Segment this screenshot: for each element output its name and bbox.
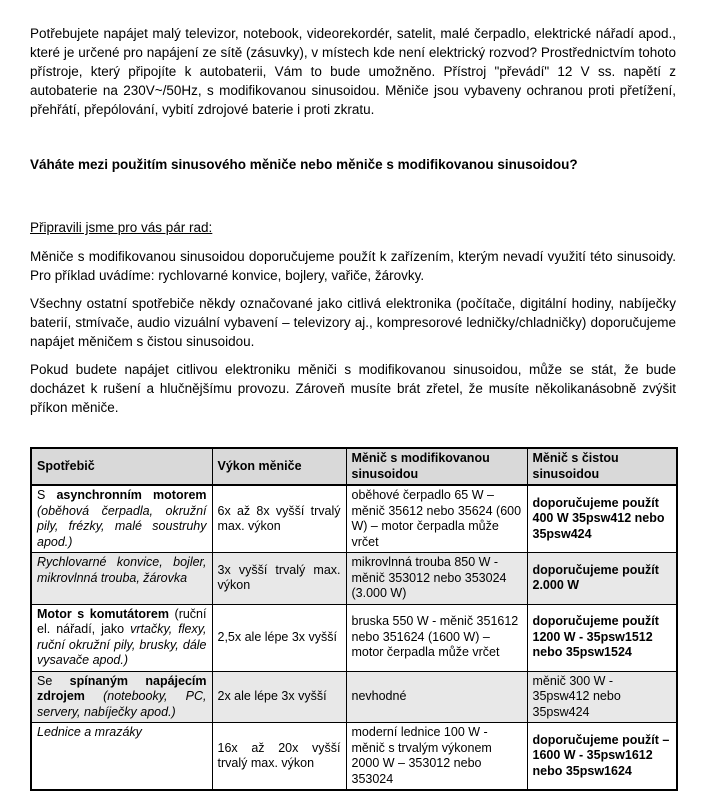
header-appliance: Spotřebič: [31, 448, 212, 485]
pure-sine-text: doporučujeme použít 1200 W - 35psw1512 nebo 35psw1524: [532, 614, 659, 660]
appliance-text: Rychlovarné konvice, bojler, mikrovlnná trouba, žárovka: [37, 555, 207, 585]
table-row: [31, 604, 677, 671]
power-cell: 2,5x ale lépe 3x vyšší: [212, 604, 346, 671]
appliance-text: Lednice a mrazáky: [37, 725, 142, 739]
appliance-cell: [31, 485, 212, 553]
modified-sine-cell: moderní lednice 100 W - měnič s trvalým výkonem 2000 W – 353012 nebo 353024: [346, 723, 527, 791]
pure-sine-text: měnič 300 W - 35psw412 nebo 35psw424: [532, 673, 621, 719]
table-row: [31, 723, 677, 791]
modified-sine-cell: bruska 550 W - měnič 351612 nebo 351624 (1600 W) – motor čerpadla může vrčet: [346, 604, 527, 671]
appliance-text: Se: [37, 673, 70, 688]
appliance-text: (ruční el. nářadí, jako: [37, 606, 207, 636]
warning-paragraph: Pokud budete napájet citlivou elektroniku měniči s modifikovanou sinusoidou, může se stát, že bude docházet k rušení a hlučnějšímu provozu. Zároveň musíte brát zřetel, že musíte několikanásobně zvýšit příkon měniče.: [30, 362, 676, 415]
pure-sine-text: doporučujeme použít 400 W 35psw412 nebo 35psw424: [532, 495, 665, 541]
modified-sine-paragraph: Měniče s modifikovanou sinusoidou doporučujeme použít k zařízením, kterým nevadí využití této sinusoidy. Pro příklad uvádíme: rychlovarné konvice, bojlery, vařiče, žárovky.: [30, 249, 676, 283]
appliance-text: Motor s komutátorem: [37, 606, 169, 621]
table-header-row: [31, 448, 677, 485]
modified-sine-cell: mikrovlnná trouba 850 W - měnič 353012 nebo 353024 (3.000 W): [346, 553, 527, 605]
pure-sine-text: doporučujeme použít 2.000 W: [532, 562, 659, 593]
power-cell: 6x až 8x vyšší trvalý max. výkon: [212, 485, 346, 553]
header-modified-sine: Měnič s modifikovanou sinusoidou: [346, 448, 527, 485]
question-heading: Váháte mezi použitím sinusového měniče nebo měniče s modifikovanou sinusoidou?: [30, 157, 578, 172]
tips-heading: Připravili jsme pro vás pár rad:: [30, 220, 213, 235]
appliance-text: asynchronním motorem: [56, 488, 207, 502]
table-row: [31, 671, 677, 723]
pure-sine-text: doporučujeme použít – 1600 W - 35psw1612 nebo 35psw1624: [532, 732, 670, 778]
appliance-text: (oběhová čerpadla, okružní pily, frézky, malé soustruhy apod.): [37, 503, 207, 549]
pure-sine-cell: [527, 671, 677, 723]
header-inverter-power: Výkon měniče: [212, 448, 346, 485]
appliance-cell: [31, 723, 212, 791]
pure-sine-cell: [527, 604, 677, 671]
appliance-text: vrtačky, flexy, ruční okružní pily, brusky, dále vysavače apod.): [37, 622, 207, 667]
pure-sine-paragraph: Všechny ostatní spotřebiče někdy označované jako citlivá elektronika (počítače, digitální hodiny, nabíječky baterií, stmívače, audio vizuální vybavení – televizory aj., kompresorové ledničky/chladničky) doporučujeme napájet měničem s čistou sinusoidou.: [30, 296, 676, 349]
power-cell: 3x vyšší trvalý max. výkon: [212, 553, 346, 605]
appliance-cell: [31, 553, 212, 605]
power-cell: 2x ale lépe 3x vyšší: [212, 671, 346, 723]
pure-sine-cell: [527, 723, 677, 791]
intro-paragraph: Potřebujete napájet malý televizor, notebook, videorekordér, satelit, malé čerpadlo, elektrické nářadí apod., které je určené pro napájení ze sítě (zásuvky), v místech kde není elektrický rozvod? Prostřednictvím tohoto přístroje, který připojíte k autobaterii, Vám to bude umožněno. Přístroj "převádí" 12 V ss. napětí z autobaterie na 230V~/50Hz, s modifikovanou sinusoidou. Měniče jsou vybaveny ochranou proti přetížení, přehřátí, přepólování, vybití zdrojové baterie i proti zkratu.: [30, 26, 676, 117]
appliance-text: spínaným napájecím zdrojem: [37, 673, 207, 703]
pure-sine-cell: [527, 553, 677, 605]
pure-sine-cell: [527, 485, 677, 553]
appliance-cell: [31, 671, 212, 723]
appliance-text: (notebooky, PC, servery, nabíječky apod.): [37, 689, 207, 719]
modified-sine-cell: oběhové čerpadlo 65 W – měnič 35612 nebo 35624 (600 W) – motor čerpadla může vrčet: [346, 485, 527, 553]
appliance-text: S: [37, 488, 57, 502]
modified-sine-cell: nevhodné: [346, 671, 527, 723]
table-row: [31, 553, 677, 605]
power-cell: 16x až 20x vyšší trvalý max. výkon: [212, 723, 346, 791]
header-pure-sine: Měnič s čistou sinusoidou: [527, 448, 677, 485]
table-row: [31, 485, 677, 553]
inverter-comparison-table: [30, 447, 678, 791]
appliance-cell: [31, 604, 212, 671]
